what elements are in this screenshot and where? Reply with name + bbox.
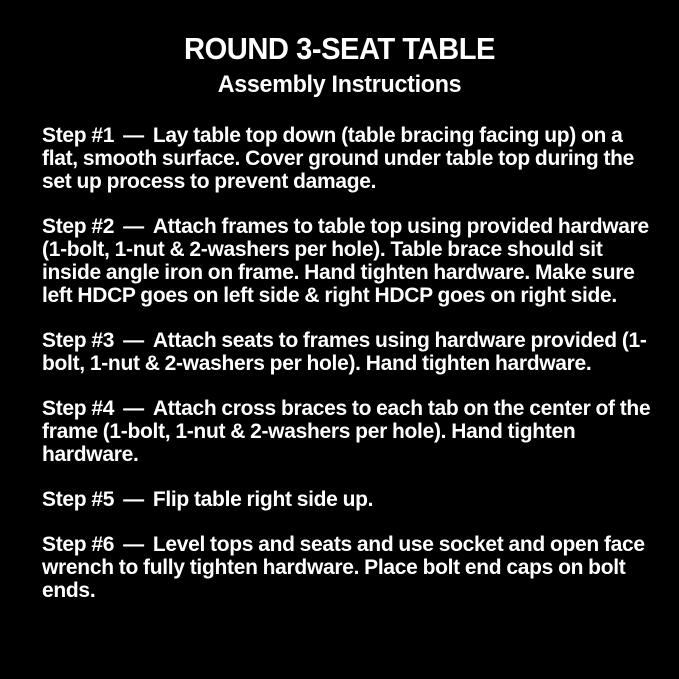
step-4-dash: — <box>123 397 144 420</box>
step-6-text: Level tops and seats and use socket and open face wrench to fully tighten hardware. Place bolt end caps on bolt ends. <box>42 533 645 602</box>
header <box>0 30 679 100</box>
step-4-label: Step #4 <box>42 397 115 420</box>
step-6-dash: — <box>123 533 144 556</box>
step-2-text: Attach frames to table top using provided hardware (1-bolt, 1-nut & 2-washers per hole). Table brace should sit inside angle iron on frame. Hand tighten hardware. Make sure left HDCP goes on left side & right HDCP goes on right side. <box>42 215 649 307</box>
step-6-paragraph <box>42 533 654 602</box>
step-1-dash: — <box>123 124 144 147</box>
step-3-text: Attach seats to frames using hardware provided (1-bolt, 1-nut & 2-washers per hole). Hand tighten hardware. <box>42 329 647 375</box>
step-3-paragraph <box>42 329 654 375</box>
step-4-text: Attach cross braces to each tab on the center of the frame (1-bolt, 1-nut & 2-washers per hole). Hand tighten hardware. <box>42 397 651 466</box>
step-3-dash: — <box>123 329 144 352</box>
step-5-dash: — <box>123 488 144 511</box>
step-1-label: Step #1 <box>42 124 115 147</box>
step-5-text: Flip table right side up. <box>152 488 374 511</box>
step-1-text: Lay table top down (table bracing facing up) on a flat, smooth surface. Cover ground under table top during the set up process to prevent damage. <box>42 124 635 193</box>
step-5-paragraph <box>42 488 654 511</box>
step-2-label: Step #2 <box>42 215 115 238</box>
step-5-label: Step #5 <box>42 488 115 511</box>
steps-list <box>0 124 654 602</box>
page-subtitle: Assembly Instructions <box>217 71 462 98</box>
step-6-label: Step #6 <box>42 533 115 556</box>
step-3-label: Step #3 <box>42 329 115 352</box>
step-4-paragraph <box>42 397 654 466</box>
step-2-dash: — <box>123 215 144 238</box>
step-2-paragraph <box>42 215 654 307</box>
page-title: ROUND 3-SEAT TABLE <box>183 31 495 66</box>
step-1-paragraph <box>42 124 654 193</box>
